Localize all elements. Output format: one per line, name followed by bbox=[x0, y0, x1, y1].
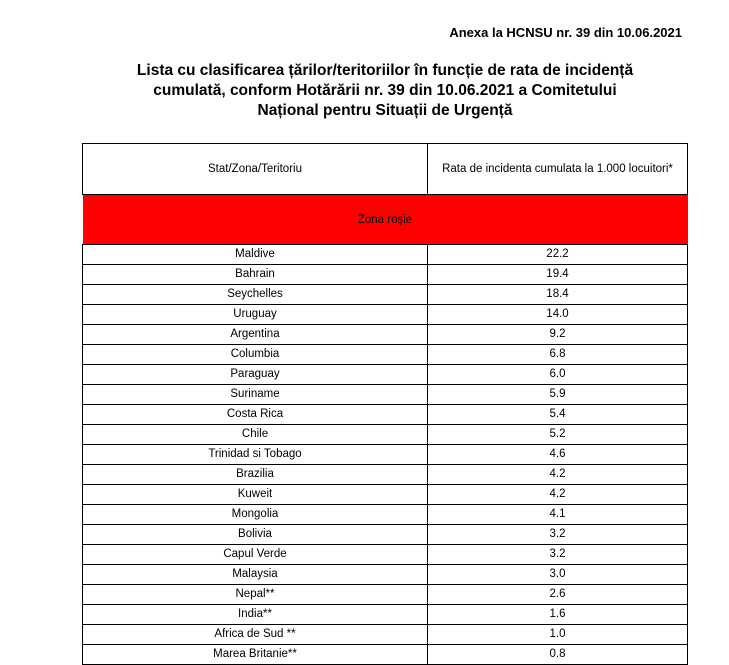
table-row bbox=[83, 445, 688, 465]
table-row bbox=[83, 505, 688, 525]
table-row bbox=[83, 625, 688, 645]
column-header-country: Stat/Zona/Teritoriu bbox=[83, 144, 428, 195]
country-name-cell: Kuweit bbox=[83, 485, 428, 505]
country-name-cell: Bolivia bbox=[83, 525, 428, 545]
country-name-cell: Capul Verde bbox=[83, 545, 428, 565]
table-row bbox=[83, 545, 688, 565]
country-name-cell: Mongolia bbox=[83, 505, 428, 525]
country-name-cell: Argentina bbox=[83, 325, 428, 345]
country-name-cell: Chile bbox=[83, 425, 428, 445]
table-row bbox=[83, 245, 688, 265]
country-name-cell: Columbia bbox=[83, 345, 428, 365]
incidence-rate-cell: 2.6 bbox=[428, 585, 688, 605]
incidence-rate-cell: 14.0 bbox=[428, 305, 688, 325]
table-row bbox=[83, 425, 688, 445]
zone-row-red bbox=[83, 195, 688, 245]
classification-table bbox=[82, 143, 688, 665]
incidence-rate-cell: 4.2 bbox=[428, 485, 688, 505]
incidence-rate-cell: 4.1 bbox=[428, 505, 688, 525]
incidence-rate-cell: 6.0 bbox=[428, 365, 688, 385]
incidence-rate-cell: 22.2 bbox=[428, 245, 688, 265]
table-row bbox=[83, 485, 688, 505]
country-name-cell: India** bbox=[83, 605, 428, 625]
table-row bbox=[83, 645, 688, 665]
table-row bbox=[83, 405, 688, 425]
country-name-cell: Seychelles bbox=[83, 285, 428, 305]
incidence-rate-cell: 3.2 bbox=[428, 525, 688, 545]
document-title bbox=[60, 61, 710, 121]
incidence-rate-cell: 5.4 bbox=[428, 405, 688, 425]
country-name-cell: Uruguay bbox=[83, 305, 428, 325]
incidence-rate-cell: 3.0 bbox=[428, 565, 688, 585]
incidence-rate-cell: 4.6 bbox=[428, 445, 688, 465]
country-name-cell: Trinidad si Tobago bbox=[83, 445, 428, 465]
table-row bbox=[83, 265, 688, 285]
table-row bbox=[83, 325, 688, 345]
table-row bbox=[83, 285, 688, 305]
incidence-rate-cell: 1.0 bbox=[428, 625, 688, 645]
annex-reference: Anexa la HCNSU nr. 39 din 10.06.2021 bbox=[449, 25, 682, 40]
incidence-rate-cell: 5.2 bbox=[428, 425, 688, 445]
zone-label: Zona roșie bbox=[83, 195, 688, 245]
country-name-cell: Paraguay bbox=[83, 365, 428, 385]
incidence-rate-cell: 5.9 bbox=[428, 385, 688, 405]
column-header-rate: Rata de incidenta cumulata la 1.000 locuitori* bbox=[428, 144, 688, 195]
title-line-2: cumulată, conform Hotărării nr. 39 din 10.06.2021 a Comitetului bbox=[153, 82, 617, 99]
country-name-cell: Bahrain bbox=[83, 265, 428, 285]
table-row bbox=[83, 345, 688, 365]
table-row bbox=[83, 365, 688, 385]
country-name-cell: Maldive bbox=[83, 245, 428, 265]
country-name-cell: Costa Rica bbox=[83, 405, 428, 425]
incidence-rate-cell: 9.2 bbox=[428, 325, 688, 345]
table-body bbox=[83, 195, 688, 665]
title-line-1: Lista cu clasificarea țărilor/teritoriilor în funcție de rata de incidență bbox=[136, 62, 634, 79]
table-row bbox=[83, 305, 688, 325]
incidence-rate-cell: 4.2 bbox=[428, 465, 688, 485]
incidence-rate-cell: 19.4 bbox=[428, 265, 688, 285]
incidence-rate-cell: 6.8 bbox=[428, 345, 688, 365]
incidence-rate-cell: 0.8 bbox=[428, 645, 688, 665]
table-row bbox=[83, 525, 688, 545]
title-line-3: Național pentru Situații de Urgență bbox=[257, 102, 513, 119]
country-name-cell: Brazilia bbox=[83, 465, 428, 485]
incidence-rate-cell: 18.4 bbox=[428, 285, 688, 305]
table-row bbox=[83, 585, 688, 605]
table-row bbox=[83, 465, 688, 485]
table-row bbox=[83, 605, 688, 625]
table-row bbox=[83, 565, 688, 585]
country-name-cell: Africa de Sud ** bbox=[83, 625, 428, 645]
table-row bbox=[83, 385, 688, 405]
table-header-row bbox=[83, 144, 688, 195]
incidence-rate-cell: 3.2 bbox=[428, 545, 688, 565]
country-name-cell: Nepal** bbox=[83, 585, 428, 605]
country-name-cell: Marea Britanie** bbox=[83, 645, 428, 665]
country-name-cell: Suriname bbox=[83, 385, 428, 405]
country-name-cell: Malaysia bbox=[83, 565, 428, 585]
incidence-rate-cell: 1.6 bbox=[428, 605, 688, 625]
